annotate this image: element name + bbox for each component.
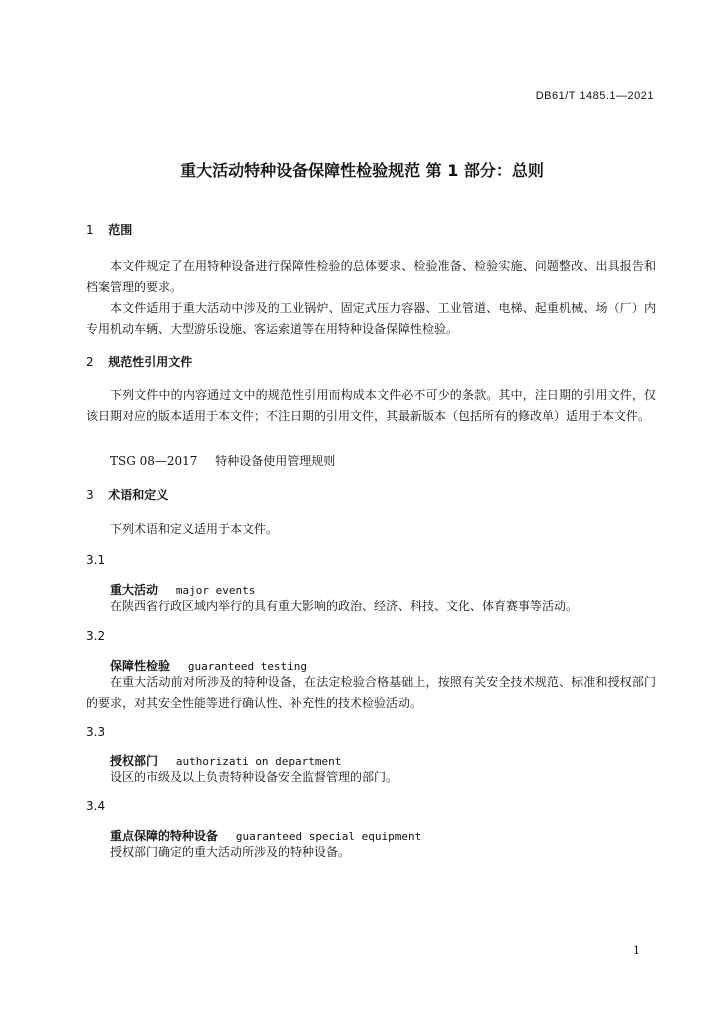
term-definition: 在陕西省行政区域内举行的具有重大影响的政治、经济、科技、文化、体育赛事等活动。 xyxy=(110,599,579,613)
term-definition: 设区的市级及以上负责特种设备安全监督管理的部门。 xyxy=(110,770,399,784)
section-title: 术语和定义 xyxy=(108,488,169,502)
term-chinese: 重大活动 xyxy=(110,583,159,597)
section-number: 3 xyxy=(86,488,94,502)
term-number: 3.2 xyxy=(86,629,106,643)
term-definition: 授权部门确定的重大活动所涉及的特种设备。 xyxy=(110,845,351,859)
term-english: guaranteed testing xyxy=(187,660,308,673)
term-english: authorizati on department xyxy=(175,755,342,768)
section-3-paragraph-1: 下列术语和定义适用于本文件。 xyxy=(110,522,279,536)
document-title: 重大活动特种设备保障性检验规范 第 1 部分：总则 xyxy=(180,161,544,180)
section-3-heading xyxy=(86,486,168,503)
section-number: 2 xyxy=(86,355,94,369)
section-2-paragraph-1: 下列文件中的内容通过文中的规范性引用而构成本文件必不可少的条款。其中，注日期的引用文件，仅该日期对应的版本适用于本文件；不注日期的引用文件，其最新版本（包括所有的修改单）适用于本文件。 xyxy=(86,388,656,423)
section-2-heading xyxy=(86,353,192,370)
term-number: 3.1 xyxy=(86,553,106,567)
page-number: 1 xyxy=(633,944,640,957)
reference-code: TSG 08—2017 xyxy=(110,454,198,468)
term-chinese: 重点保障的特种设备 xyxy=(110,829,219,843)
term-english: major events xyxy=(175,584,256,597)
section-title: 范围 xyxy=(108,223,133,237)
section-1-paragraph-2: 本文件适用于重大活动中涉及的工业锅炉、固定式压力容器、工业管道、电梯、起重机械、场（厂）内专用机动车辆、大型游乐设施、客运索道等在用特种设备保障性检验。 xyxy=(86,301,656,336)
term-english: guaranteed special equipment xyxy=(235,830,422,843)
section-1-paragraph-1: 本文件规定了在用特种设备进行保障性检验的总体要求、检验准备、检验实施、问题整改、出具报告和档案管理的要求。 xyxy=(86,259,656,294)
term-number: 3.3 xyxy=(86,725,106,739)
term-definition: 在重大活动前对所涉及的特种设备，在法定检验合格基础上，按照有关安全技术规范、标准和授权部门的要求，对其安全性能等进行确认性、补充性的技术检验活动。 xyxy=(86,675,656,710)
term-number: 3.4 xyxy=(86,799,106,813)
section-1-heading xyxy=(86,221,132,238)
term-chinese: 授权部门 xyxy=(110,754,159,768)
standard-code: DB61/T 1485.1—2021 xyxy=(535,90,654,102)
section-number: 1 xyxy=(86,223,94,237)
term-chinese: 保障性检验 xyxy=(110,659,171,673)
normative-reference xyxy=(110,452,335,469)
section-title: 规范性引用文件 xyxy=(108,355,193,369)
reference-title: 特种设备使用管理规则 xyxy=(215,454,336,468)
